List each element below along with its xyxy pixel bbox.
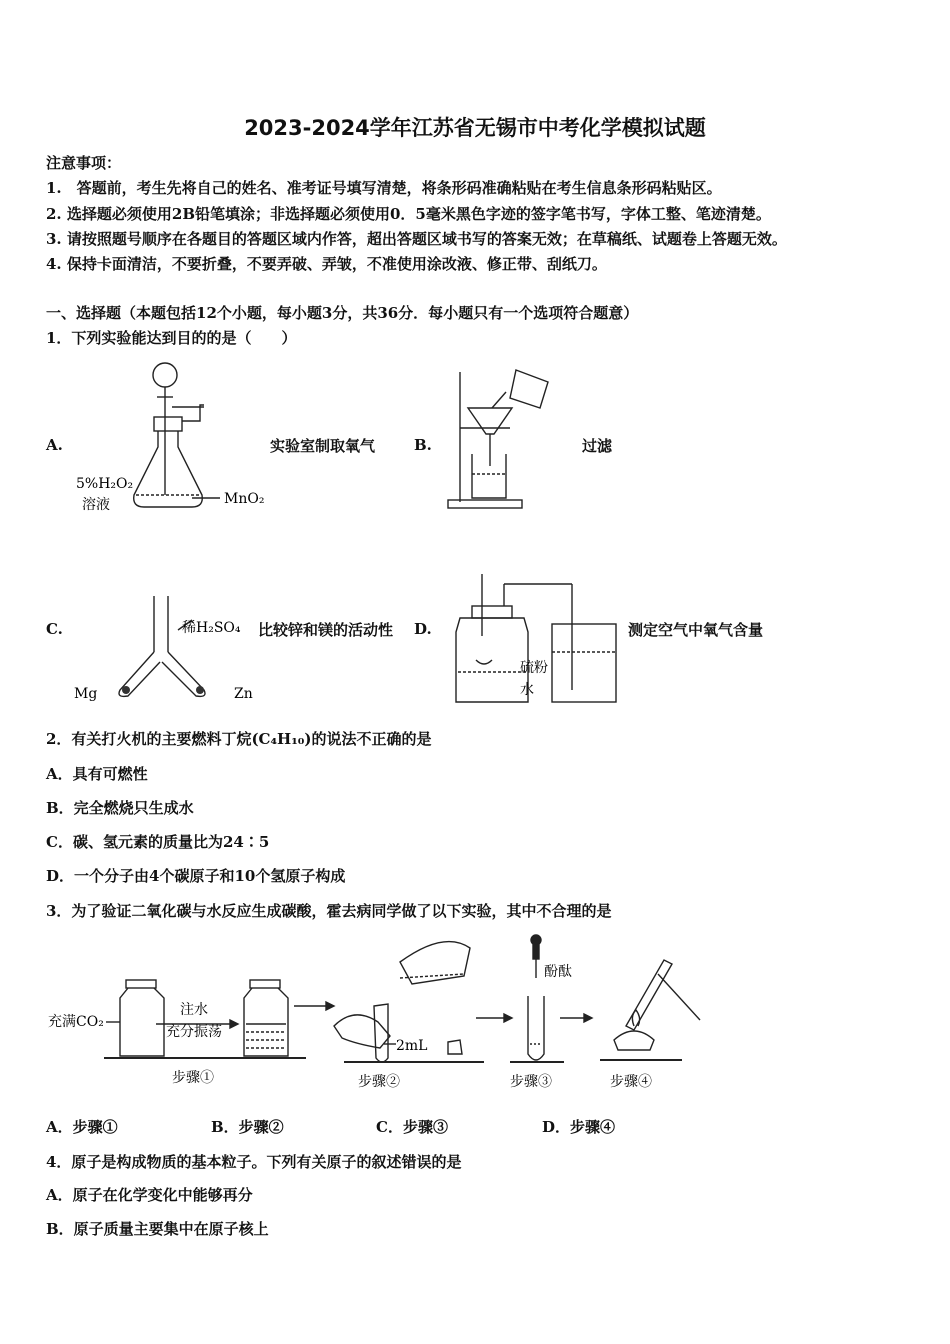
label-add-water: 注水 <box>180 1002 208 1018</box>
label-shake: 充分振荡 <box>166 1024 222 1040</box>
q3-option-d: D．步骤④ <box>542 1118 616 1136</box>
q3-stem: 3．为了验证二氧化碳与水反应生成碳酸，霍去病同学做了以下实验，其中不合理的是 <box>46 902 612 920</box>
note-item-1: 1. 答题前，考生先将自己的姓名、准考证号填写清楚，将条形码准确粘贴在考生信息条形码粘贴区。 <box>46 179 722 197</box>
label-step4: 步骤④ <box>610 1074 652 1090</box>
figure-oxygen-content <box>448 572 628 712</box>
q2-option-b: B．完全燃烧只生成水 <box>46 799 194 817</box>
label-h2o2: 5%H₂O₂ <box>76 476 134 492</box>
q1-stem: 1．下列实验能达到目的的是（ ） <box>46 329 297 347</box>
q2-option-d: D．一个分子由4个碳原子和10个氢原子构成 <box>46 867 346 885</box>
label-2ml: 2mL <box>396 1038 428 1054</box>
q1-option-b-caption: 过滤 <box>582 437 613 455</box>
q2-option-c: C．碳、氢元素的质量比为24∶5 <box>46 833 270 851</box>
label-zn: Zn <box>234 686 253 702</box>
label-phenolphthalein: 酚酞 <box>544 964 572 980</box>
figure-oxygen-apparatus <box>72 355 272 520</box>
note-item-4: 4. 保持卡面清洁，不要折叠，不要弄破、弄皱，不准使用涂改液、修正带、刮纸刀。 <box>46 255 607 273</box>
q3-option-c: C．步骤③ <box>376 1118 448 1136</box>
q3-option-a: A．步骤① <box>46 1118 118 1136</box>
q3-option-b: B．步骤② <box>211 1118 284 1136</box>
q1-option-a-caption: 实验室制取氧气 <box>270 437 376 455</box>
q4-option-b: B．原子质量主要集中在原子核上 <box>46 1220 269 1238</box>
label-sulfur: 硫粉 <box>520 660 548 676</box>
q2-stem: 2．有关打火机的主要燃料丁烷(C₄H₁₀)的说法不正确的是 <box>46 730 432 748</box>
label-filled-co2: 充满CO₂ <box>48 1014 104 1030</box>
q1-option-d-letter: D. <box>414 620 432 638</box>
label-water: 水 <box>520 682 534 698</box>
q1-option-b-letter: B. <box>414 436 432 454</box>
q1-option-a-letter: A. <box>46 436 63 454</box>
note-item-3: 3. 请按照题号顺序在各题目的答题区域内作答，超出答题区域书写的答案无效；在草稿纸、试题卷上答题无效。 <box>46 230 787 248</box>
label-step1: 步骤① <box>172 1070 214 1086</box>
q4-stem: 4．原子是构成物质的基本粒子。下列有关原子的叙述错误的是 <box>46 1153 462 1171</box>
q1-option-d-caption: 测定空气中氧气含量 <box>628 621 764 639</box>
label-step2: 步骤② <box>358 1074 400 1090</box>
q1-option-c-letter: C. <box>46 620 63 638</box>
label-step3: 步骤③ <box>510 1074 552 1090</box>
figure-co2-steps <box>44 926 724 1096</box>
figure-y-tube <box>72 590 272 710</box>
q4-option-a: A．原子在化学变化中能够再分 <box>46 1186 253 1204</box>
label-mno2: MnO₂ <box>224 491 265 507</box>
label-solution: 溶液 <box>82 497 110 513</box>
q1-option-c-caption: 比较锌和镁的活动性 <box>258 621 394 639</box>
notes-heading: 注意事项： <box>46 154 122 172</box>
label-dilute-acid: 稀H₂SO₄ <box>182 620 241 636</box>
q2-option-a: A．具有可燃性 <box>46 765 148 783</box>
section-heading: 一、选择题（本题包括12个小题，每小题3分，共36分．每小题只有一个选项符合题意） <box>46 304 639 322</box>
figure-filtration <box>444 362 574 512</box>
note-item-2: 2. 选择题必须使用2B铅笔填涂；非选择题必须使用0．5毫米黑色字迹的签字笔书写，字体工整、笔迹清楚。 <box>46 205 771 223</box>
page-title: 2023-2024学年江苏省无锡市中考化学模拟试题 <box>244 116 706 140</box>
label-mg: Mg <box>74 686 98 702</box>
